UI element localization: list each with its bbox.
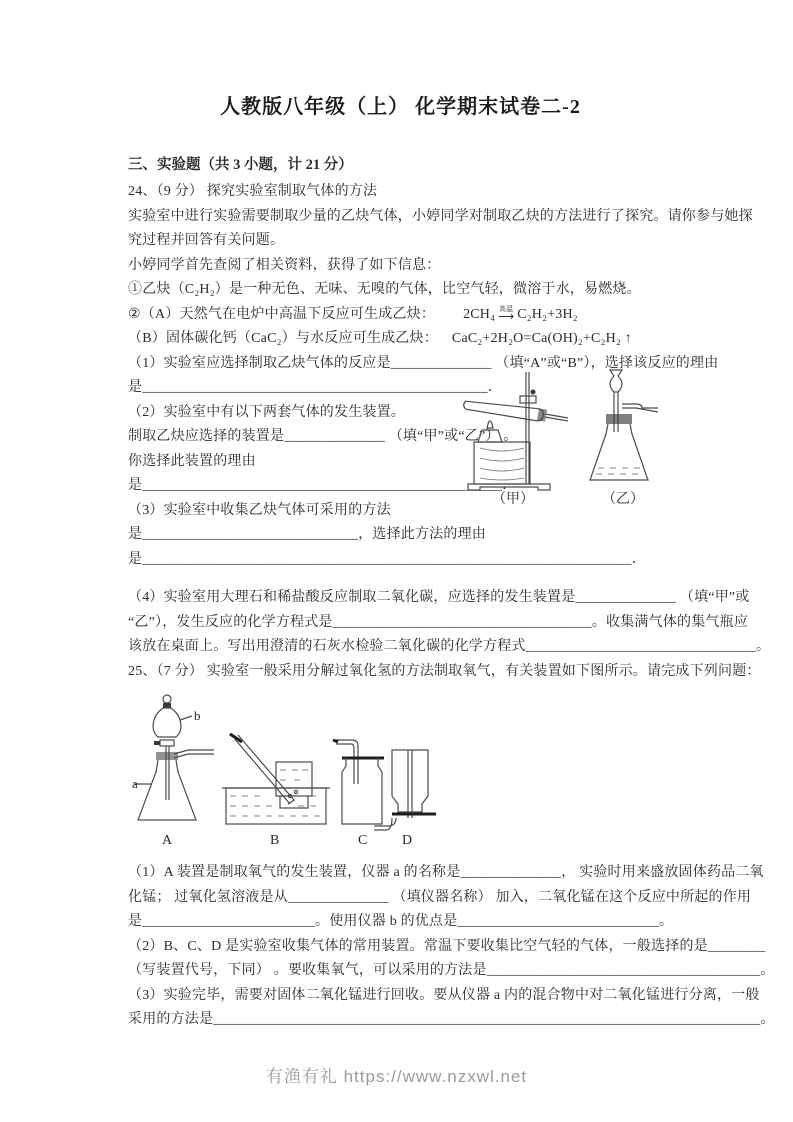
equation-b-formula: CaC₂+2H₂O=Ca(OH)₂+C₂H₂ ↑ (451, 331, 632, 346)
arrow-icon: ⟶ (498, 311, 515, 324)
apparatus-jia-heating-setup (464, 372, 568, 490)
apparatus-b-label: B (270, 833, 280, 848)
q24-intro-line2: 究过程并回答有关问题。 (128, 233, 285, 248)
q24-info-1: ①乙炔（C₂H₂）是一种无色、无味、无嗅的气体，比空气轻，微溶于水，易燃烧。 (128, 282, 641, 297)
q24-info-lead: 小婷同学首先查阅了相关资料，获得了如下信息： (128, 257, 441, 273)
apparatus-d-inverted-bottle (374, 750, 436, 830)
q24-part2-line2: 制取乙炔应选择的装置是______________ （填“甲”或“乙”） 。 (128, 429, 518, 444)
q24-part4-line1: （4）实验室用大理石和稀盐酸反应制取二氧化碳，应选择的发生装置是______________ （填“甲”或 (128, 590, 750, 605)
equation-a-rhs: C₂H₂+3H₂ (517, 306, 578, 322)
q24-part1-line2: 是________________________________________________． (128, 380, 502, 395)
q24-apparatus-figure (450, 362, 675, 507)
apparatus-a-part-label-b: b (194, 708, 201, 723)
apparatus-a-part-label-a: a (132, 776, 138, 791)
apparatus-yi-label: （乙） (602, 492, 644, 507)
q24-intro-line1: 实验室中进行实验需要制取少量的乙炔气体，小婷同学对制取乙炔的方法进行了探究。请你参与她探 (128, 208, 753, 224)
q24-equation-b-line (128, 327, 673, 352)
q25-part1-line2: 化锰； 过氧化氢溶液是从______________ （填仪器名称） 加入，二氧化锰在这个反应中所起的作用 (128, 889, 752, 905)
exam-content (128, 90, 775, 1033)
q24-part1-line1: （1）实验室应选择制取乙炔气体的反应是______________ （填“A”或“B”），选择该反应的理由 (128, 355, 719, 371)
apparatus-c-bottle (333, 740, 384, 824)
q24-part4-line3: 该放在桌面上。写出用澄清的石灰水检验二氧化碳的化学方程式________________________________。 (128, 639, 771, 654)
q25-heading: 25、（7 分） 实验室一般采用分解过氧化氢的方法制取氧气，有关装置如下图所示。请完成下列问题： (128, 663, 761, 679)
equation-a-lhs: 2CH₄ (463, 306, 496, 322)
page-title: 人教版八年级（上） 化学期末试卷二-2 (220, 96, 581, 118)
equation-b-label: （B）固体碳化钙（CaC₂）与水反应可生成乙炔： (128, 331, 438, 346)
q24-heading: 24、（9 分） 探究实验室制取气体的方法 (128, 184, 378, 199)
section-header: 三、实验题（共 3 小题，计 21 分） (128, 157, 353, 173)
reaction-condition-arrow (498, 306, 514, 322)
apparatus-jia-label: （甲） (492, 492, 534, 507)
q25-part1-line1: （1）A 装置是制取氧气的发生装置，仪器 a 的名称是______________， 实验时用来盛放固体药品二氧 (128, 865, 764, 880)
q24-part2-line4: 是__________________________________________________． (128, 478, 517, 493)
q25-part3-line2: 采用的方法是____________________________________________________________________________。 (128, 1012, 775, 1027)
q24-part3-line2: 是______________________________，选择此方法的理由 (128, 527, 486, 542)
q24-part2-line3: 你选择此装置的理由 (128, 453, 256, 469)
apparatus-c-label: C (358, 833, 368, 848)
q25-part2-line2: （写装置代号，下同） 。要收集氧气，可以采用的方法是______________________________________。 (128, 963, 775, 978)
apparatus-a-generator (134, 695, 214, 820)
q25-part3-line1: （3）实验完毕，需要对固体二氧化锰进行回收。要从仪器 a 内的混合物中对二氧化锰进行分离，一般 (128, 987, 760, 1003)
reaction-condition: 高温 (498, 305, 514, 314)
q24-part3-line1: （3）实验室中收集乙炔气体可采用的方法 (128, 502, 391, 518)
q24-equation-a-line (128, 303, 673, 328)
footer-watermark: 有渔有礼 https://www.nzxwl.net (265, 1067, 528, 1086)
q24-part4-line2: “乙”），发生反应的化学方程式是____________________________________。收集满气体的集气瓶应 (128, 614, 749, 630)
apparatus-a-label: A (162, 833, 173, 848)
apparatus-b-water-collection (222, 734, 330, 824)
equation-a-label: ②（A）天然气在电炉中高温下反应可生成乙炔： (128, 306, 436, 322)
apparatus-d-label: D (402, 833, 413, 848)
q24-part3-line3: 是____________________________________________________________________． (128, 551, 646, 567)
q25-part1-line3: 是________________________。使用仪器 b 的优点是____________________________。 (128, 914, 674, 929)
q25-apparatus-figure (130, 692, 440, 850)
apparatus-yi-flask-setup (590, 370, 658, 480)
q24-part2-line1: （2）实验室中有以下两套气体的发生装置。 (128, 404, 405, 420)
q25-part2-line1: （2）B、C、D 是实验室收集气体的常用装置。常温下要收集比空气轻的气体，一般选择的是________ (128, 938, 766, 954)
